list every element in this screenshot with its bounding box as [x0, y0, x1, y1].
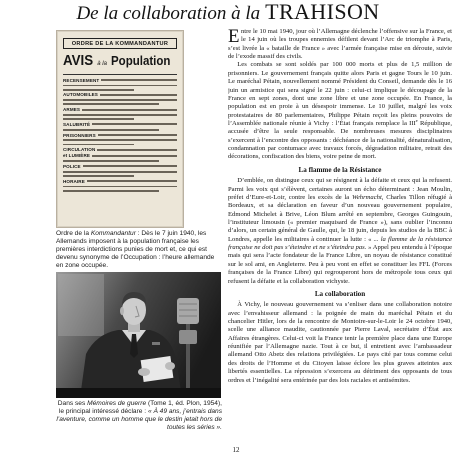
poster-text-line — [97, 149, 177, 151]
poster-section — [63, 107, 177, 120]
paragraph-text: ntre le 10 mai 1940, jour où l’Allemagne déclenche l’offensive sur la France, et le 14 juin où les troupes ennemies défilent devant l’Arc de triomphe à Paris, s’est livrée la « bataille de France » avec l’armée française mise en déroute, suivie de l’exode massif des civils. — [228, 28, 452, 61]
article-paragraph — [228, 177, 452, 286]
poster-section-heading: ARMES — [63, 107, 81, 113]
paragraph-quote: ... la flamme de la résistance française ne doit pas s’éteindre et ne s’éteindra pas. — [228, 235, 452, 252]
poster-text-line — [98, 134, 177, 136]
poster-title — [63, 52, 171, 72]
caption-italic: Kommandantur — [90, 230, 136, 237]
poster-section-heading: HORAIRE — [63, 178, 85, 184]
paragraph-text: Les combats se sont soldés par 100 000 morts et plus de 1,5 million de prisonniers. Le gouvernement français quitte alors Paris et gagne Tours le 10 juin. Le maréchal Pétain, nouvellement nommé Président du Conseil, demande dès le 16 juin un armistice qui sera signé le 22 juin : celui-ci implique le découpage de la France en sept zones, dont une zone libre et une zone occupée. En France, la population est en proie à un désespoir immense. Le 10 juillet, malgré les voix protestataires de 80 parlementaires, Philippe Pétain reçoit les pleins pouvoirs de l’Assemblée nationale réunie à Vichy : l’État français remplace la III — [228, 61, 452, 127]
poster-text-line — [63, 171, 177, 173]
caption-text: (Tome 1, éd. Plon, 1954), le principal intéressé déclare : — [58, 400, 222, 415]
microphone-lower — [179, 330, 197, 344]
poster-section — [63, 78, 177, 91]
poster-section-heading: SALUBRITÉ — [63, 121, 91, 127]
article-column — [228, 28, 452, 444]
poster-rule — [63, 74, 177, 75]
microphone-head — [177, 298, 199, 324]
section-heading-resistance: La flamme de la Résistance — [298, 165, 382, 174]
poster-text-line — [101, 79, 177, 81]
paragraph-text: » Appel peu entendu à l’époque mais qui sera l’acte fondateur de la France Libre, un noyau de résistance constitué sur le sol ami, en Angleterre. Peu à peu vont en effet se constituer les FFL (Forces françaises de la France Libre) qui regrouperont hors de métropole tous ceux qui refusent la défaite et la collaboration vichyste. — [228, 244, 452, 285]
figure-ear — [120, 307, 124, 315]
poster-text-line — [92, 155, 177, 157]
poster-text-line — [92, 123, 177, 125]
poster-text-line — [82, 109, 177, 111]
poster-text-line — [63, 118, 134, 120]
poster-text-line — [87, 180, 177, 182]
de-gaulle-microphone-photo — [56, 272, 221, 398]
paragraph-text: République, accusée d’être la seule responsable. De nombreuses mesures disciplinaires s’exercent à l’encontre des opposants : déchéance de la nationalité, dénaturalisation, condamnation par contumace avec travaux forcés, dégradation militaire, retrait des décorations, confiscation des biens, voire peine de mort. — [228, 119, 452, 161]
poster-section-heading: PRISONNIERS — [63, 132, 96, 138]
section-heading-collaboration: La collaboration — [314, 289, 366, 298]
figure-hand — [138, 368, 150, 376]
poster-text-line — [63, 129, 159, 131]
figure-insignia — [152, 342, 160, 345]
poster-text-line — [63, 190, 159, 192]
caption-text: Ordre de la — [56, 230, 91, 237]
page-title-italic: De la collaboration à la — [76, 3, 261, 24]
article-paragraph — [228, 301, 452, 385]
poster-text-line — [63, 160, 159, 162]
paragraph-text: , Charles Tillon réfugié à Bordeaux, et sa déclaration en faveur d’un nouveau gouvernement populaire, Edmond Michelet à Brive, Léon Blum arrêté en septembre, Georges Guingouin, l’instituteur limousin (« premier maquisard de France »), sans oublier l’inconnu d’alors, un certain général de Gaulle, qui, le 18 juin, depuis les studios de la BBC à Londres, appelle les militaires à continuer la lutte : « — [228, 193, 452, 243]
paragraph-italic: Wehrmacht — [351, 193, 382, 201]
caption-quote: « À 49 ans, j’entrais dans l’aventure, comme un homme que le destin jetait hors de toutes les séries ». — [56, 407, 222, 431]
poster-text-line — [63, 99, 177, 101]
poster-text-line — [63, 139, 177, 141]
poster-text-line — [83, 165, 177, 167]
poster-text-line — [100, 94, 177, 96]
paragraph-text: À Vichy, le nouveau gouvernement va s’enliser dans une collaboration notoire avec l’envahisseur allemand : la poignée de main du maréchal Pétain et du chancelier Hitler, lors de la rencontre de Montoire-sur-le-Loir le 24 octobre 1940, scelle une alliance maudite, cautionnée par Pierre Laval, secrétaire d’État aux Affaires étrangères. Celui-ci voit la France tenir la première place dans une Europe réunifiée par l’Allemagne nazie. Tout à ce but, il entretient avec l’ambassadeur allemand Otto Abetz des relations privilégiées. Le pays cité par tous comme celui des droits de l’Homme et du Citoyen laisse éclore les plus graves atteintes aux libertés essentielles. La répression s’exercera au détriment des opposants de tous ordres et l’inégalité sera entérinée par des lois raciales et antisémites. — [228, 301, 452, 384]
poster-text-line — [63, 144, 134, 146]
kommandantur-poster-image — [56, 30, 184, 228]
article-paragraph — [228, 61, 452, 161]
poster-section — [63, 148, 177, 162]
poster-text-line — [63, 85, 177, 87]
photo-caption — [56, 400, 222, 442]
poster-text-line — [63, 103, 159, 105]
poster-section — [63, 164, 177, 177]
poster-section-heading: RECENSEMENT — [63, 77, 100, 83]
paragraph-text: D’emblée, on distingue ceux qui se résignent à la défaite et ceux qui la refusent. Parmi les voix qui s’élèvent, certaines auront un écho déterminant : Jean Moulin, préfet d’Eure-et-Loir, contre les excès de la — [228, 177, 452, 201]
photo-desk — [56, 388, 221, 398]
article-paragraph — [228, 28, 452, 61]
poster-text-line — [63, 89, 134, 91]
poster-text-line — [63, 114, 177, 116]
poster-caption — [56, 230, 222, 270]
photo-window-light — [58, 274, 104, 336]
page-title-caps: TRAHISON — [265, 0, 380, 24]
poster-section-heading: POLICE — [63, 163, 81, 169]
poster-title-a-la: à la — [97, 60, 107, 67]
poster-section-heading: CIRCULATION — [63, 147, 96, 153]
caption-text: : Dès le 7 juin 1940, les Allemands imposent à la population française les premières interdictions punies de mort et, ce qui est devenu synonyme de l’Occupation : l’heure allemande en zone occupée. — [56, 230, 215, 269]
caption-text: Dans ses — [57, 400, 88, 407]
poster-section — [63, 93, 177, 106]
figure-hand — [165, 362, 175, 370]
page-title — [0, 0, 456, 23]
poster-title-population: Population — [110, 54, 171, 68]
poster-text-line — [63, 186, 177, 188]
poster-section — [63, 133, 177, 146]
poster-section — [63, 122, 177, 130]
poster-title-avis: AVIS — [63, 53, 94, 69]
paragraph-superscript: e — [415, 117, 418, 123]
page-number: 12 — [232, 446, 240, 454]
poster-section — [63, 179, 177, 192]
drop-cap: E — [228, 28, 240, 47]
poster-section-heading: et LUMIÈRE — [63, 153, 91, 159]
poster-header: ORDRE DE LA KOMMANDANTUR — [63, 38, 177, 49]
caption-italic: Mémoires de guerre — [87, 400, 147, 407]
poster-text-line — [63, 175, 134, 177]
poster-section-heading: AUTOMOBILES — [63, 92, 98, 98]
